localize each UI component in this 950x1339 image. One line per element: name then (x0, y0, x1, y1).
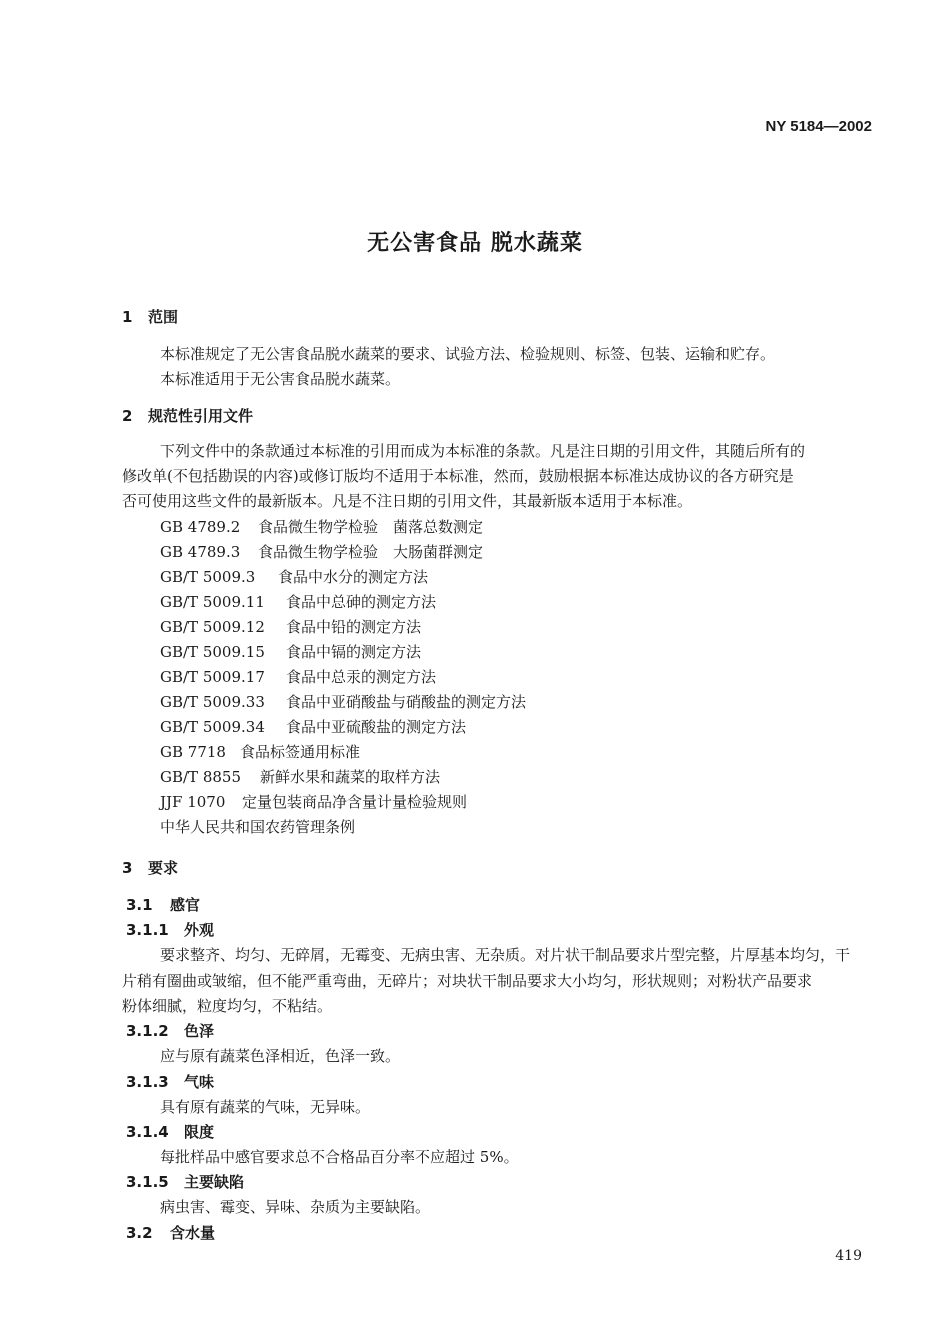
reference-title: 食品中水分的测定方法 (278, 568, 429, 586)
section-3-1-5-heading (126, 1171, 244, 1192)
reference-item (160, 791, 467, 812)
section-3-1-3-text: 具有原有蔬菜的气味，无异味。 (160, 1098, 371, 1116)
reference-title: 新鲜水果和蔬菜的取样方法 (260, 768, 441, 786)
reference-title: 食品微生物学检验 菌落总数测定 (258, 518, 484, 536)
section-title: 规范性引用文件 (148, 407, 254, 425)
reference-title: 食品中总砷的测定方法 (286, 593, 437, 611)
section-3-1-4-text: 每批样品中感官要求总不合格品百分率不应超过 5%。 (160, 1148, 519, 1166)
reference-code: GB/T 5009.3 (160, 568, 256, 586)
section-3-1-1-line-1: 要求整齐、均匀、无碎屑，无霉变、无病虫害、无杂质。对片状干制品要求片型完整，片厚基本均匀，干 (160, 946, 851, 964)
section-title: 含水量 (170, 1224, 216, 1242)
standard-code: NY 5184—2002 (765, 118, 872, 135)
section-title: 主要缺陷 (184, 1173, 245, 1191)
section-number: 3.2 (126, 1224, 153, 1242)
section-number: 3 (122, 859, 133, 877)
section-title: 气味 (184, 1073, 215, 1091)
reference-item (160, 591, 436, 612)
section-3-1-1-line-2: 片稍有圈曲或皱缩，但不能严重弯曲，无碎片；对块状干制品要求大小均匀，形状规则；对粉状产品要求 (122, 972, 813, 990)
section-number: 3.1.4 (126, 1123, 169, 1141)
reference-code: GB/T 5009.33 (160, 693, 265, 711)
section-3-1-heading (126, 894, 200, 915)
reference-title: 定量包装商品净含量计量检验规则 (242, 793, 468, 811)
reference-code: GB 4789.3 (160, 543, 241, 561)
reference-item (160, 691, 526, 712)
section-3-1-5-text: 病虫害、霉变、异味、杂质为主要缺陷。 (160, 1198, 431, 1216)
reference-code: GB/T 8855 (160, 768, 242, 786)
section-2-intro-line-3: 否可使用这些文件的最新版本。凡是不注日期的引用文件，其最新版本适用于本标准。 (122, 492, 693, 510)
reference-title: 食品标签通用标准 (240, 743, 361, 761)
reference-code: GB/T 5009.12 (160, 618, 265, 636)
section-title: 感官 (170, 896, 201, 914)
section-number: 2 (122, 407, 133, 425)
section-number: 3.1.1 (126, 921, 169, 939)
section-3-1-3-heading (126, 1071, 214, 1092)
reference-title: 食品中亚硫酸盐的测定方法 (286, 718, 467, 736)
section-number: 3.1 (126, 896, 153, 914)
section-3-1-1-line-3: 粉体细腻，粒度均匀，不粘结。 (122, 997, 333, 1015)
reference-item (160, 766, 440, 787)
reference-title: 食品中总汞的测定方法 (286, 668, 437, 686)
reference-title: 食品微生物学检验 大肠菌群测定 (258, 543, 484, 561)
reference-code: GB/T 5009.34 (160, 718, 265, 736)
section-number: 1 (122, 308, 133, 326)
section-number: 3.1.3 (126, 1073, 169, 1091)
document-title: 无公害食品 脱水蔬菜 (367, 231, 583, 256)
reference-item (160, 641, 421, 662)
reference-item (160, 616, 421, 637)
section-3-2-heading (126, 1222, 215, 1243)
reference-title: 食品中镉的测定方法 (286, 643, 422, 661)
regulation-item: 中华人民共和国农药管理条例 (160, 818, 356, 836)
section-3-1-4-heading (126, 1121, 214, 1142)
section-title: 限度 (184, 1123, 215, 1141)
section-3-heading (122, 857, 178, 878)
reference-title: 食品中铅的测定方法 (286, 618, 422, 636)
section-2-intro-line-2: 修改单(不包括勘误的内容)或修订版均不适用于本标准，然而，鼓励根据本标准达成协议的各方研究是 (122, 467, 794, 485)
section-title: 外观 (184, 921, 215, 939)
section-1-para-2: 本标准适用于无公害食品脱水蔬菜。 (160, 370, 401, 388)
reference-code: GB/T 5009.11 (160, 593, 265, 611)
reference-item (160, 541, 483, 562)
reference-item (160, 666, 436, 687)
reference-code: JJF 1070 (160, 793, 226, 811)
section-title: 范围 (148, 308, 179, 326)
section-1-heading (122, 306, 178, 327)
section-title: 要求 (148, 859, 179, 877)
section-3-1-2-text: 应与原有蔬菜色泽相近，色泽一致。 (160, 1047, 401, 1065)
reference-item (160, 516, 483, 537)
section-2-intro-line-1: 下列文件中的条款通过本标准的引用而成为本标准的条款。凡是注日期的引用文件，其随后所有的 (160, 442, 806, 460)
reference-item (160, 716, 466, 737)
reference-code: GB 4789.2 (160, 518, 241, 536)
section-number: 3.1.5 (126, 1173, 169, 1191)
section-number: 3.1.2 (126, 1022, 169, 1040)
reference-item (160, 741, 360, 762)
section-1-para-1: 本标准规定了无公害食品脱水蔬菜的要求、试验方法、检验规则、标签、包装、运输和贮存。 (160, 345, 776, 363)
section-3-1-2-heading (126, 1020, 214, 1041)
section-2-heading (122, 405, 253, 426)
section-title: 色泽 (184, 1022, 215, 1040)
section-3-1-1-heading (126, 919, 214, 940)
reference-title: 食品中亚硝酸盐与硝酸盐的测定方法 (286, 693, 527, 711)
reference-code: GB 7718 (160, 743, 226, 761)
reference-code: GB/T 5009.15 (160, 643, 265, 661)
reference-code: GB/T 5009.17 (160, 668, 265, 686)
reference-item (160, 566, 428, 587)
page-number: 419 (835, 1248, 862, 1264)
